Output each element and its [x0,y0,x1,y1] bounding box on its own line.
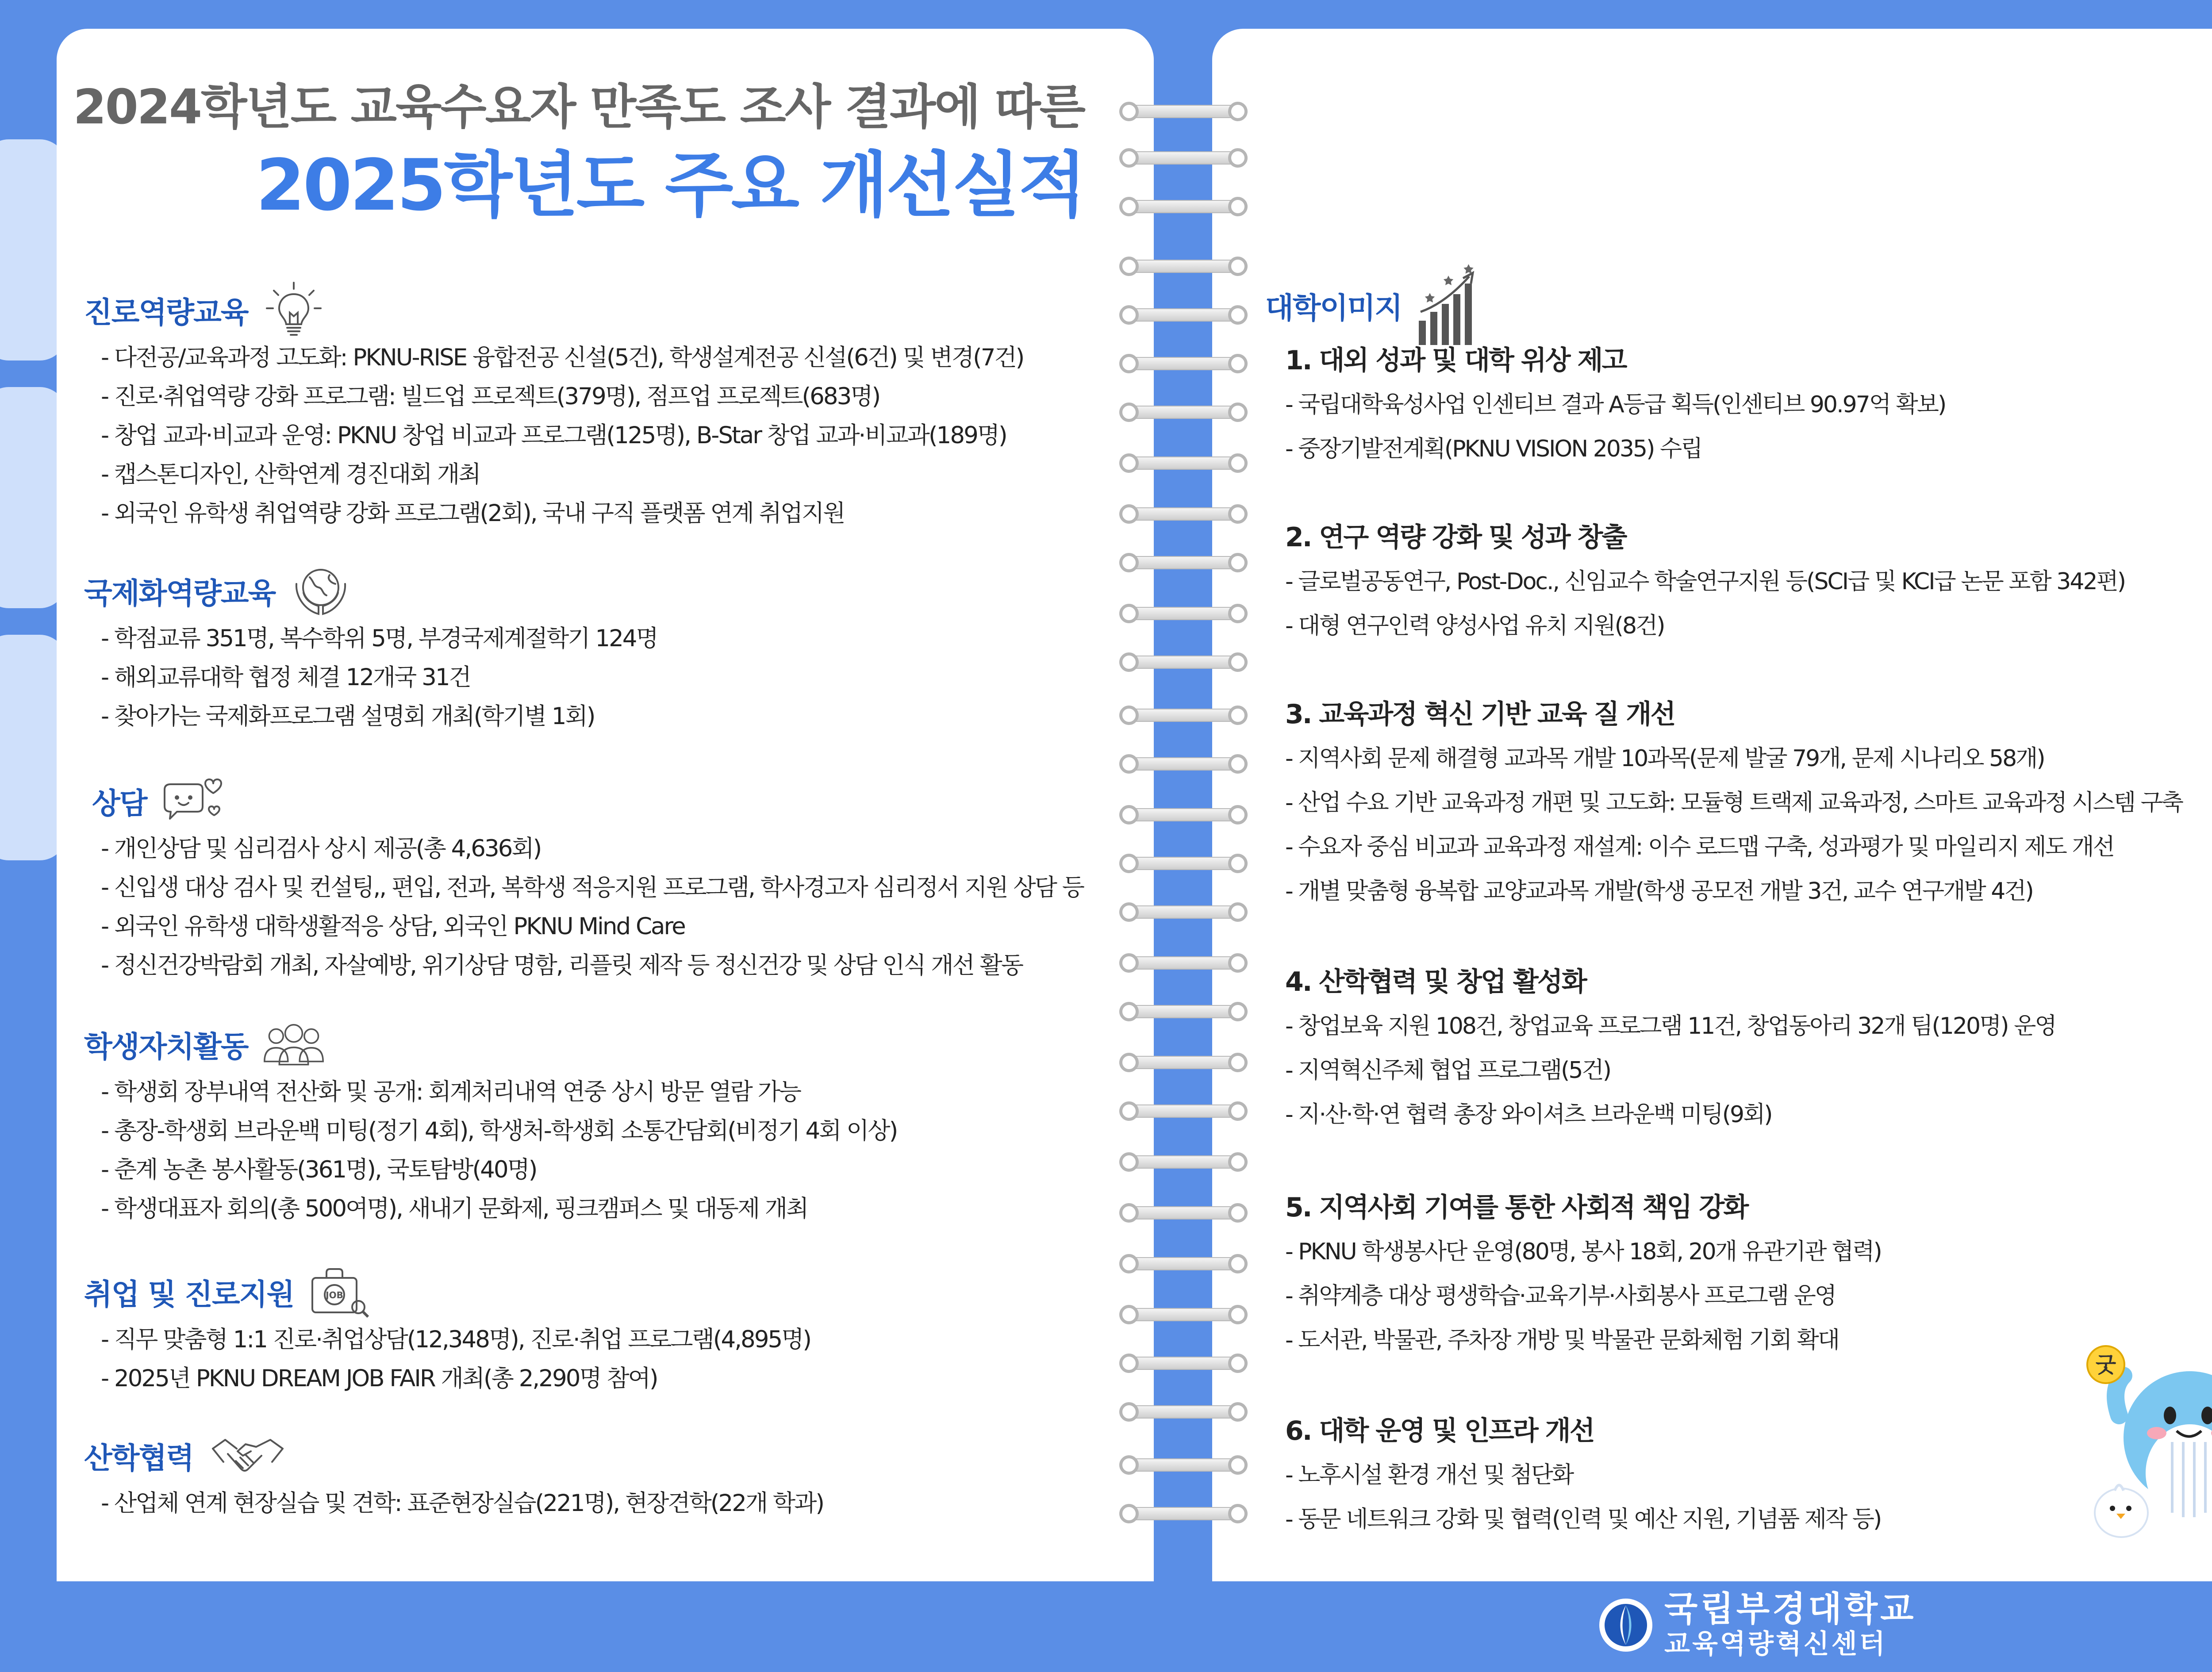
list-item: - 찾아가는 국제화프로그램 설명회 개최(학기별 1회) [101,703,595,730]
binder-ring [1119,650,1248,674]
binder-ring [1119,254,1248,278]
list-item: - 지·산·학·연 협력 총장 와이셔츠 브라운백 미팅(9회) [1285,1101,1772,1128]
binder-ring [1119,551,1248,575]
binder-ring [1119,1150,1248,1174]
univ-section-1 [1285,338,1945,471]
univ-section-2 [1285,515,2125,648]
mascot-badge: 굿 [2095,1353,2116,1377]
list-item: - 글로벌공동연구, Post-Doc., 신임교수 학술연구지원 등(SCI급 및 KCI급 논문 포함 342편) [1285,568,2125,595]
binder-ring [1119,1099,1248,1123]
lightbulb-icon [261,281,327,338]
binder-ring [1119,195,1248,219]
whale-mascot-icon [2070,1336,2212,1544]
binder-ring [1119,400,1248,424]
list-item: - 수요자 중심 비교과 교육과정 재설계: 이수 로드맵 구축, 성과평가 및 마일리지 제도 개선 [1285,834,2114,860]
logo-line1: 국립부경대학교 [1664,1589,1916,1629]
binder-ring [1119,1303,1248,1327]
page-subtitle: 2024학년도 교육수요자 만족도 조사 결과에 따른 [73,80,1084,135]
section-student [84,1015,897,1228]
binder-ring [1119,352,1248,376]
section-career [84,281,1023,533]
list-item: - 캡스톤디자인, 산학연계 경진대회 개최 [101,461,480,488]
section-title-global: 국제화역량교육 [84,576,276,610]
list-item: - 창업보육 지원 108건, 창업교육 프로그램 11건, 창업동아리 32개 팀(120명) 운영 [1285,1013,2056,1039]
globe-hands-icon [288,562,354,619]
list-item: - 개별 맞춤형 융복합 교양교과목 개발(학생 공모전 개발 3건, 교수 연구개발 4건) [1285,878,2033,905]
binder-ring [1119,900,1248,924]
binder-ring [1119,703,1248,727]
list-item: - 학점교류 351명, 복수학위 5명, 부경국제계절학기 124명 [101,625,657,652]
chat-heart-icon [159,772,226,829]
list-item: - 해외교류대학 협정 체결 12개국 31건 [101,664,470,691]
list-item: - 외국인 유학생 대학생활적응 상담, 외국인 PKNU Mind Care [101,913,685,940]
list-item: - 지역사회 문제 해결형 교과목 개발 10과목(문제 발굴 79개, 문제 시나리오 58개) [1285,745,2044,772]
list-item: - 산업체 연계 현장실습 및 견학: 표준현장실습(221명), 현장견학(22개 학과) [101,1490,824,1517]
univ-heading-5: 5. 지역사회 기여를 통한 사회적 책임 강화 [1285,1192,1748,1223]
binder-ring [1119,1453,1248,1477]
list-item: - 산업 수요 기반 교육과정 개편 및 고도화: 모듈형 트랙제 교육과정, 스마트 교육과정 시스템 구축 [1285,790,2183,816]
binder-ring [1119,851,1248,875]
page-title: 2025학년도 주요 개선실적 [256,144,1084,226]
binder-ring [1119,1351,1248,1375]
list-item: - 학생대표자 회의(총 500여명), 새내기 문화제, 핑크캠퍼스 및 대동제 개최 [101,1195,808,1222]
univ-section-4 [1285,960,2056,1137]
binder-ring [1119,951,1248,975]
list-item: - 대형 연구인력 양성사업 유치 지원(8건) [1285,613,1664,639]
section-counsel [84,772,1083,985]
list-item: - 개인상담 및 심리검사 상시 제공(총 4,636회) [101,835,541,862]
binder-ring [1119,1000,1248,1024]
list-item: - 창업 교과·비교과 운영: PKNU 창업 비교과 프로그램(125명), B-Star 창업 교과·비교과(189명) [101,422,1006,449]
list-item: - 지역혁신주체 협업 프로그램(5건) [1285,1057,1611,1084]
section-title-univ-image: 대학이미지 [1265,291,1402,325]
binder-ring [1119,451,1248,475]
list-item: - PKNU 학생봉사단 운영(80명, 봉사 18회, 20개 유관기관 협력) [1285,1239,1881,1265]
list-item: - 학생회 장부내역 전산화 및 공개: 회계처리내역 연중 상시 방문 열람 가능 [101,1078,801,1105]
section-univ-image [1265,261,1485,349]
job-bag-icon [306,1263,373,1320]
univ-heading-3: 3. 교육과정 혁신 기반 교육 질 개선 [1285,699,1675,730]
section-title-counsel: 상담 [92,786,147,821]
binder-ring [1119,1400,1248,1424]
section-job [84,1263,810,1398]
binder-ring [1119,803,1248,827]
list-item: - 도서관, 박물관, 주차장 개방 및 박물관 문화체험 기회 확대 [1285,1327,1839,1354]
binder-ring [1119,1252,1248,1276]
binder-ring [1119,303,1248,327]
univ-section-3 [1285,692,2182,913]
logo-line2: 교육역량혁신센터 [1664,1629,1887,1660]
univ-heading-6: 6. 대학 운영 및 인프라 개선 [1285,1415,1594,1446]
list-item: - 총장-학생회 브라운백 미팅(정기 4회), 학생처-학생회 소통간담회(비정기 4회 이상) [101,1117,897,1144]
list-item: - 다전공/교육과정 고도화: PKNU-RISE 융합전공 신설(5건), 학생설계전공 신설(6건) 및 변경(7건) [101,344,1024,371]
list-item: - 진로·취업역량 강화 프로그램: 빌드업 프로젝트(379명), 점프업 프로젝트(683명) [101,383,880,410]
binder-ring [1119,146,1248,170]
handshake-icon [206,1427,290,1484]
univ-heading-1: 1. 대외 성과 및 대학 위상 제고 [1285,345,1626,376]
binder-ring [1119,1502,1248,1526]
list-item: - 춘계 농촌 봉사활동(361명), 국토탐방(40명) [101,1156,537,1183]
univ-section-5 [1285,1185,1881,1362]
section-title-industry: 산학협력 [84,1441,194,1475]
univ-heading-2: 2. 연구 역량 강화 및 성과 창출 [1285,522,1626,553]
binder-ring [1119,752,1248,776]
section-global [84,562,657,736]
univ-section-6 [1285,1409,1881,1542]
section-title-career: 진로역량교육 [84,295,248,330]
binder-ring [1119,1201,1248,1225]
section-title-job: 취업 및 진로지원 [84,1277,294,1312]
univ-heading-4: 4. 산학협력 및 창업 활성화 [1285,966,1586,997]
list-item: - 취약계층 대상 평생학습·교육기부·사회봉사 프로그램 운영 [1285,1283,1836,1309]
list-item: - 외국인 유학생 취업역량 강화 프로그램(2회), 국내 구직 플랫폼 연계 취업지원 [101,500,845,527]
binder-ring [1119,100,1248,123]
section-title-student: 학생자치활동 [84,1029,248,1064]
list-item: - 정신건강박람회 개최, 자살예방, 위기상담 명함, 리플릿 제작 등 정신건강 및 상담 인식 개선 활동 [101,952,1023,979]
section-industry [84,1427,823,1523]
list-item: - 신입생 대상 검사 및 컨설팅,, 편입, 전과, 복학생 적응지원 프로그램, 학사경고자 심리정서 지원 상담 등 [101,874,1083,901]
university-emblem-icon [1597,1596,1655,1654]
binder-ring [1119,502,1248,526]
list-item: - 2025년 PKNU DREAM JOB FAIR 개최(총 2,290명 참여) [101,1365,657,1392]
list-item: - 노후시설 환경 개선 및 첨단화 [1285,1462,1573,1488]
list-item: - 국립대학육성사업 인센티브 결과 A등급 획득(인센티브 90.97억 확보) [1285,391,1946,418]
list-item: - 동문 네트워크 강화 및 협력(인력 및 예산 지원, 기념품 제작 등) [1285,1506,1881,1533]
list-item: - 중장기발전계획(PKNU VISION 2035) 수립 [1285,436,1702,462]
binder-ring [1119,602,1248,625]
list-item: - 직무 맞춤형 1:1 진로·취업상담(12,348명), 진로·취업 프로그램(4,895명) [101,1326,811,1353]
people-group-icon [261,1015,327,1073]
university-logo [1597,1590,1916,1660]
svg-text:JOB: JOB [326,1290,344,1300]
growth-chart-icon [1414,263,1485,347]
binder-ring [1119,1051,1248,1074]
